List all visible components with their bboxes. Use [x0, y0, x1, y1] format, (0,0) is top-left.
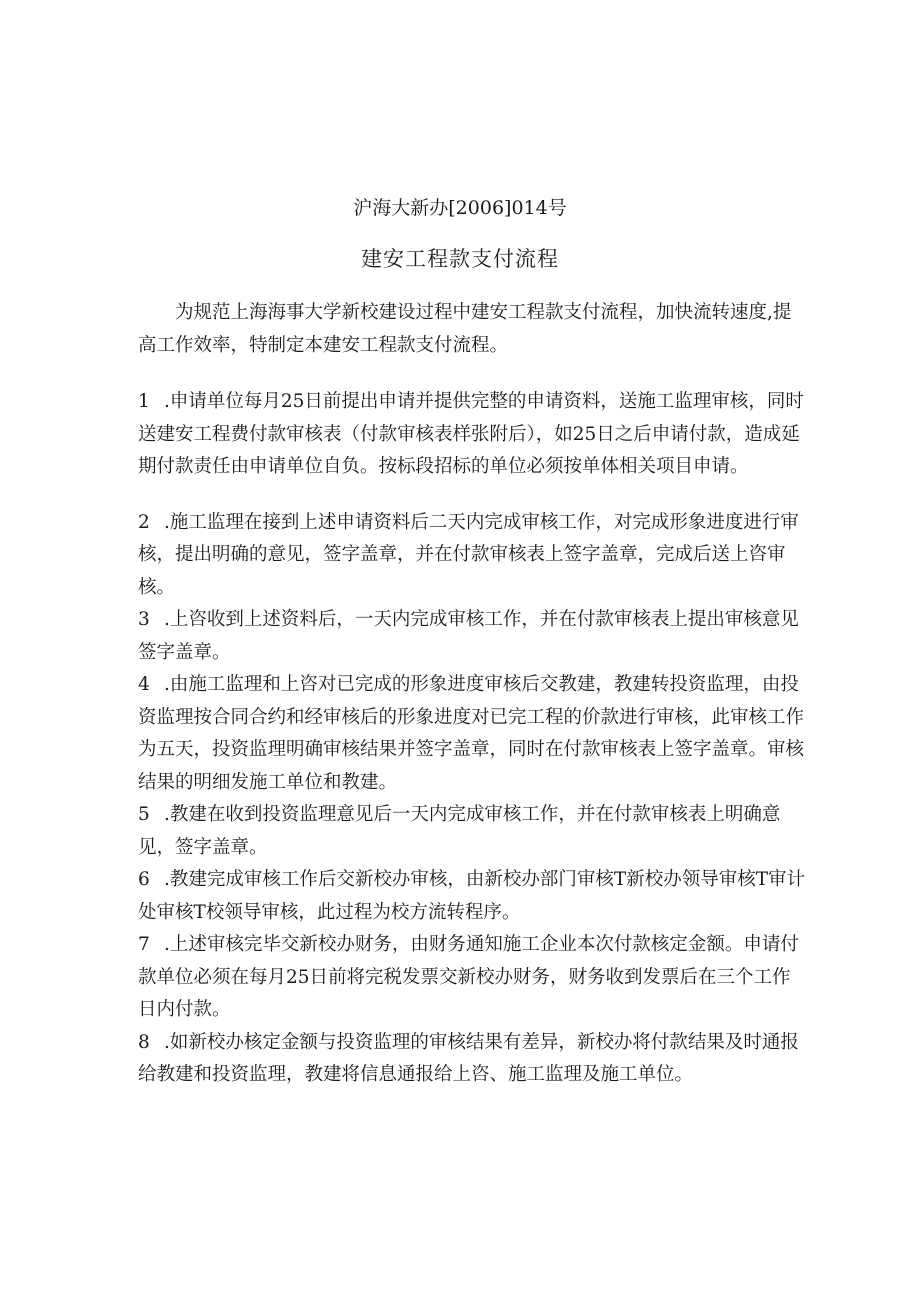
list-item — [138, 929, 806, 1027]
document-number: 沪海大新办[2006]014号 — [353, 197, 567, 219]
list-item — [138, 864, 806, 929]
item-number: 1 — [138, 391, 150, 412]
item-text: .如新校办核定金额与投资监理的审核结果有差异，新校办将付款结果及时通报给教建和投资监理，教建将信息通报给上咨、施工监理及施工单位。 — [138, 1031, 799, 1085]
item-number: 4 — [138, 674, 150, 695]
item-text: .教建完成审核工作后交新校办审核，由新校办部门审核T新校办领导审核T审计处审核T校领导审核，此过程为校方流转程序。 — [138, 869, 806, 923]
item-text: .施工监理在接到上述申请资料后二天内完成审核工作，对完成形象进度进行审核，提出明确的意见，签字盖章，并在付款审核表上签字盖章，完成后送上咨审核。 — [138, 511, 799, 598]
item-number: 3 — [138, 609, 150, 630]
item-number: 2 — [138, 511, 150, 533]
list-item — [138, 507, 806, 605]
item-number: 7 — [138, 934, 150, 955]
item-text: .上咨收到上述资料后，一天内完成审核工作，并在付款审核表上提出审核意见签字盖章。 — [138, 609, 799, 663]
list-item — [138, 799, 806, 864]
list-item — [138, 1027, 806, 1092]
document-title: 建安工程款支付流程 — [361, 247, 559, 271]
item-number: 5 — [138, 804, 150, 825]
item-text: .申请单位每月25日前提出申请并提供完整的申请资料，送施工监理审核，同时送建安工程费付款审核表（付款审核表样张附后），如25日之后申请付款，造成延期付款责任由申请单位自负。按标段招标的单位必须按单体相关项目申请。 — [138, 391, 804, 477]
intro-paragraph: 为规范上海海事大学新校建设过程中建安工程款支付流程，加快流转速度,提高工作效率，特制定本建安工程款支付流程。 — [138, 302, 792, 356]
item-text: .上述审核完毕交新校办财务，由财务通知施工企业本次付款核定金额。申请付款单位必须在每月25日前将完税发票交新校办财务，财务收到发票后在三个工作日内付款。 — [138, 934, 799, 1020]
list-item — [138, 386, 806, 484]
item-text: .由施工监理和上咨对已完成的形象进度审核后交教建，教建转投资监理，由投资监理按合同合约和经审核后的形象进度对已完工程的价款进行审核，此审核工作为五天，投资监理明确审核结果并签字盖章，同时在付款审核表上签字盖章。审核结果的明细发施工单位和教建。 — [138, 674, 805, 793]
item-number: 8 — [138, 1031, 150, 1053]
item-text: .教建在收到投资监理意见后一天内完成审核工作，并在付款审核表上明确意见，签字盖章。 — [138, 804, 781, 858]
list-item — [138, 669, 806, 799]
list-item — [138, 604, 806, 669]
item-number: 6 — [138, 869, 150, 890]
document-body — [138, 297, 806, 1092]
